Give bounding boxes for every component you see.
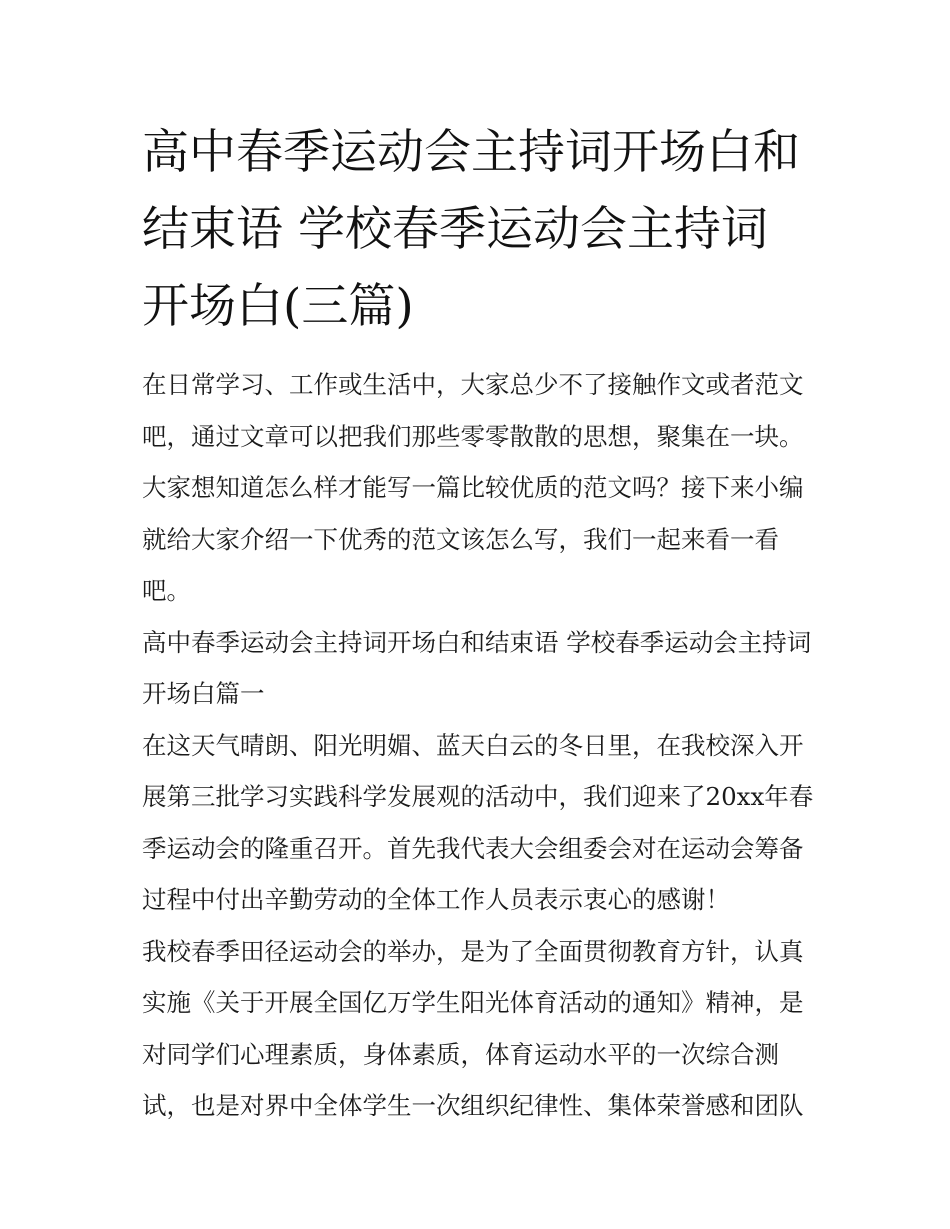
document-title: 高中春季运动会主持词开场白和结束语 学校春季运动会主持词开场白(三篇) xyxy=(142,125,800,334)
document-body xyxy=(142,359,814,1132)
document-page xyxy=(142,0,814,1229)
body-paragraph: 在这天气晴朗、阳光明媚、蓝天白云的冬日里，在我校深入开展第三批学习实践科学发展观的活动中，我们迎来了20xx年春季运动会的隆重召开。首先我代表大会组委会对在运动会筹备过程中付出辛勤劳动的全体工作人员表示衷心的感谢！ xyxy=(142,730,814,914)
body-paragraph: 我校春季田径运动会的举办，是为了全面贯彻教育方针，认真实施《关于开展全国亿万学生阳光体育活动的通知》精神，是对同学们心理素质，身体素质，体育运动水平的一次综合测试，也是对界中全体学生一次组织纪律性、集体荣誉感和团队 xyxy=(142,936,804,1120)
section-heading: 高中春季运动会主持词开场白和结束语 学校春季运动会主持词开场白篇一 xyxy=(142,627,812,708)
intro-paragraph: 在日常学习、工作或生活中，大家总少不了接触作文或者范文吧，通过文章可以把我们那些零零散散的思想，聚集在一块。大家想知道怎么样才能写一篇比较优质的范文吗？接下来小编就给大家介绍一下优秀的范文该怎么写，我们一起来看一看吧。 xyxy=(142,370,804,605)
